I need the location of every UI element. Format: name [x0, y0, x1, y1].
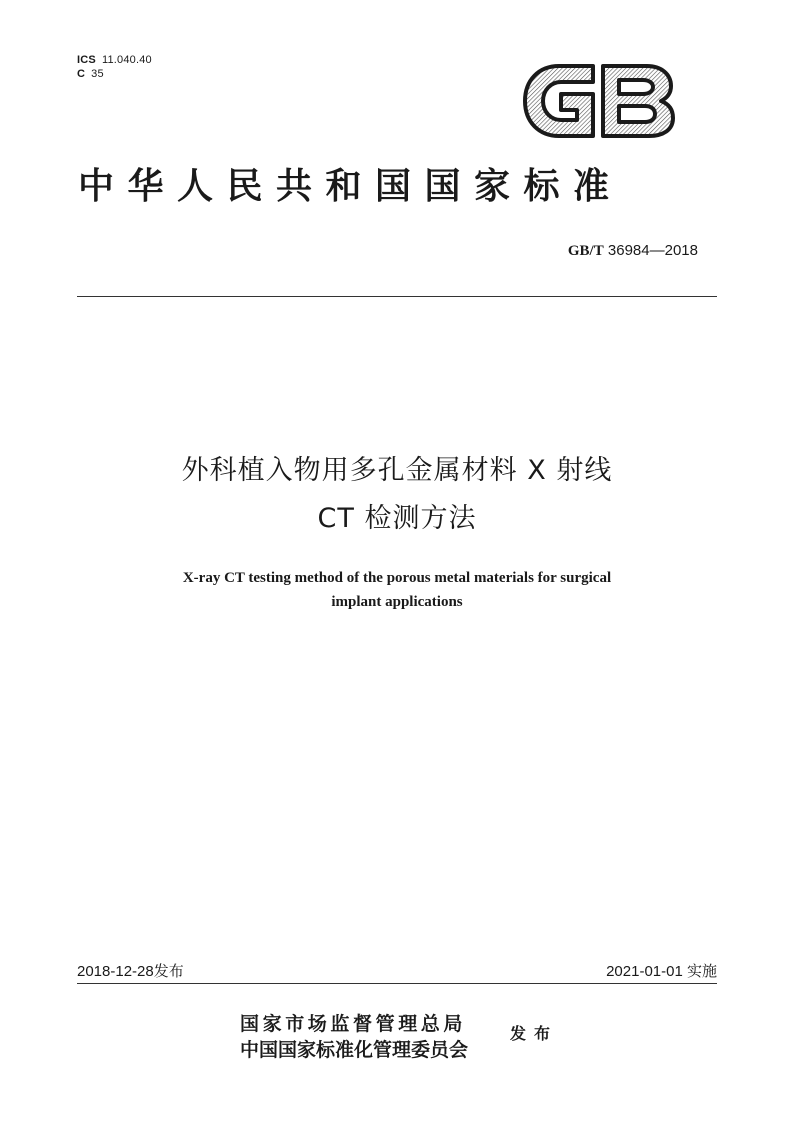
gb-logo-icon [519, 60, 679, 142]
standard-code: 36984—2018 [607, 242, 698, 259]
classification-codes [77, 53, 152, 81]
issue-date [77, 961, 184, 982]
gb-logo-graphic [519, 60, 679, 142]
issuer-line-1: 国家市场监督管理总局 [240, 1013, 467, 1035]
issue-date-label: 发布 [153, 962, 184, 980]
ics-label: ICS [77, 54, 96, 66]
title-cn-line-2: CT 检测方法 [317, 503, 477, 534]
title-en-line-2: implant applications [331, 594, 463, 610]
implementation-date-value: 2021-01-01 [606, 963, 683, 980]
ccs-code: 35 [91, 68, 104, 80]
ics-line [77, 53, 152, 67]
document-title-cn [0, 447, 794, 543]
document-title-en [0, 566, 794, 614]
title-cn-line-1: 外科植入物用多孔金属材料 X 射线 [181, 455, 613, 486]
ics-code: 11.040.40 [101, 54, 152, 66]
issue-date-value: 2018-12-28 [77, 963, 154, 980]
bottom-divider [77, 983, 717, 984]
publish-label: 发布 [510, 1024, 559, 1043]
ccs-line [77, 67, 152, 81]
title-en-line-1: X-ray CT testing method of the porous metal materials for surgical [182, 570, 612, 586]
issuing-authorities [240, 1011, 468, 1063]
national-standard-title: 中华人民共和国国家标准 [78, 165, 623, 207]
implementation-date [606, 961, 717, 982]
top-divider [77, 296, 717, 297]
ccs-label: C [77, 68, 86, 80]
standard-prefix: GB/T [567, 243, 604, 259]
standard-number [568, 241, 698, 261]
issuer-line-2: 中国国家标准化管理委员会 [240, 1039, 469, 1061]
implementation-date-label: 实施 [686, 962, 717, 980]
